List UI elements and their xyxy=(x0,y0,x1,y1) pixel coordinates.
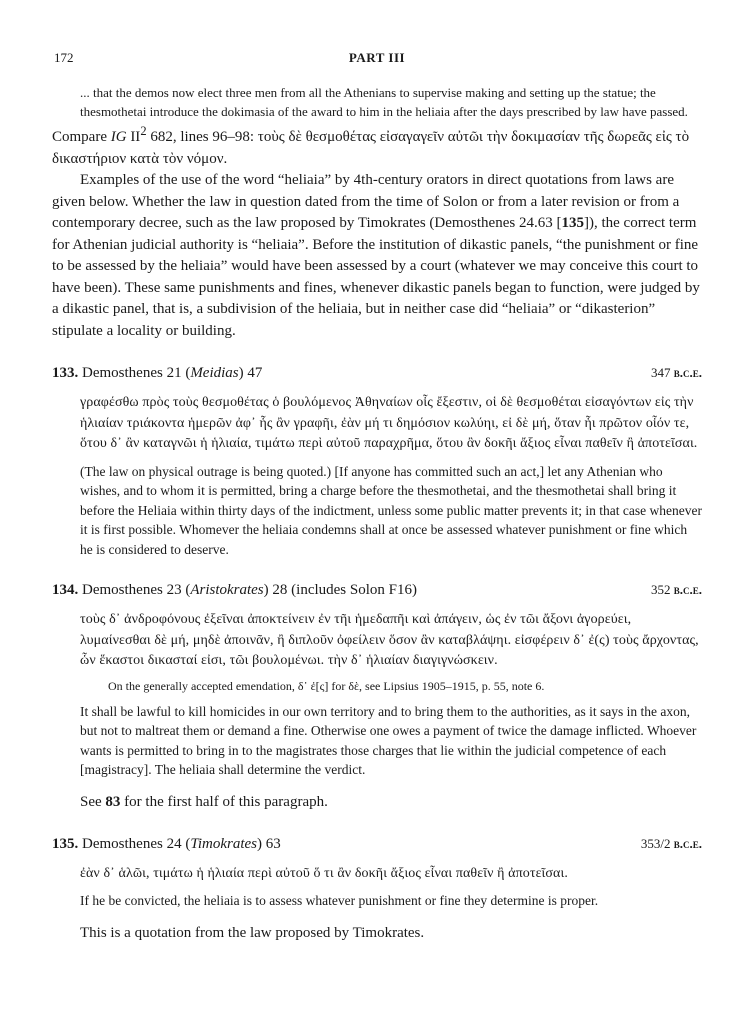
entry-era: b.c.e. xyxy=(673,582,702,597)
entry-source: Demosthenes 21 ( xyxy=(82,365,191,381)
entry-work: Meidias xyxy=(190,365,239,381)
entry-133 xyxy=(52,362,702,559)
entry-date xyxy=(651,362,702,384)
entry-number: 133. xyxy=(52,365,79,381)
entry-date-value: 353/2 xyxy=(640,835,671,851)
entry-heading xyxy=(52,579,702,601)
compare-superscript: 2 xyxy=(140,124,147,138)
compare-prefix: Compare xyxy=(52,129,111,145)
intro-quote-translation: ... that the demos now elect three men from all the Athenians to supervise making and setting up the statue; the thesmothetai introduce the dokimasia of the award to him in the heliaia after the days prescribed by law have passed. xyxy=(80,85,688,119)
entry-title xyxy=(52,579,417,601)
entry-source: Demosthenes 24 ( xyxy=(82,835,191,852)
entry-source: Demosthenes 23 ( xyxy=(82,582,191,598)
compare-ii: II xyxy=(126,129,141,145)
entry-source-after: ) 47 xyxy=(238,365,263,381)
compare-greek: 682, lines 96–98: τοὺς δὲ θεσμοθέτας εἰσαγαγεῖν αὐτῶι τὴν δοκιμασίαν τῆς δωρεᾶς εἰς τὸ δικαστήριον κατὰ τὸν νόμον. xyxy=(52,129,690,167)
comment: This is a quotation from the law proposed by Timokrates. xyxy=(80,924,425,941)
entry-source-after: ) 63 xyxy=(257,835,281,852)
entry-source-after: ) 28 (includes Solon F16) xyxy=(263,582,417,598)
translation: (The law on physical outrage is being quoted.) [If anyone has committed such an act,] let any Athenian who wishes, and to whom it is permitted, bring a charge before the thesmothetai, and the thesmothetai shall bring it before the Heliaia within thirty days of the indictment, unless some public matter prevents it; in that case whenever it is first possible. Whomever the heliaia condemns shall at once be assessed whatever punishment or fine which he is considered to deserve. xyxy=(80,463,702,557)
entry-date xyxy=(641,833,702,855)
examples-text-1: Examples of the use of the word “heliaia” by 4th-century orators in direct quotations from laws are given below. Whether the law in question dated from the time of Solon or from a later revision or from a contemporary decree, such as the law proposed by Timokrates (Demosthenes 24.63 [ xyxy=(52,172,680,231)
entry-work: Timokrates xyxy=(190,835,257,852)
page-number: 172 xyxy=(54,50,74,65)
translation: If he be convicted, the heliaia is to assess whatever punishment or fine they determine is proper. xyxy=(80,893,599,908)
entry-heading xyxy=(52,833,702,855)
entry-date-value: 347 xyxy=(650,365,671,380)
entry-work: Aristokrates xyxy=(190,582,264,598)
greek-text: ἐὰν δ᾽ ἁλῶι, τιμάτω ἡ ἡλιαία περὶ αὐτοῦ ὅ τι ἂν δοκῆι ἄξιος εἶναι παθεῖν ἢ ἀποτεῖσαι. xyxy=(80,865,568,881)
examples-ref: 135 xyxy=(561,215,584,231)
entry-number: 134. xyxy=(52,582,79,598)
part-title: PART III xyxy=(348,50,406,65)
entry-era: b.c.e. xyxy=(673,835,702,851)
entry-title xyxy=(52,833,281,855)
compare-paragraph xyxy=(52,121,702,170)
emendation-note: On the generally accepted emendation, δ᾽ ἐ[ς] for δὲ, see Lipsius 1905–1915, p. 55, note 6. xyxy=(108,678,545,693)
running-head xyxy=(52,50,702,70)
entry-date-value: 352 xyxy=(650,582,671,597)
examples-paragraph xyxy=(52,170,702,342)
greek-text: τοὺς δ᾽ ἀνδροφόνους ἐξεῖναι ἀποκτείνειν ἐν τῆι ἡμεδαπῆι καὶ ἀπάγειν, ὡς ἐν τῶι ἄξονι ἀγορεύει, λυμαίνεσθαι δὲ μή, μηδὲ ἀποινᾶν, ἢ διπλοῦν ὀφείλειν ὅσον ἂν καταβλάψηι. εἰσφέρειν δ᾽ ἐ(ς) τοὺς ἄρχοντας, ὧν ἕκαστοι δικασταί εἰσι, τῶι βουλομένωι. τὴν δ᾽ ἡλιαίαν διαγιγνώσκειν. xyxy=(80,612,699,668)
entry-date xyxy=(651,579,702,601)
see-suffix: for the first half of this paragraph. xyxy=(120,793,328,810)
entry-heading xyxy=(52,362,702,384)
see-ref: 83 xyxy=(105,793,121,810)
entry-134 xyxy=(52,579,702,813)
greek-text: γραφέσθω πρὸς τοὺς θεσμοθέτας ὁ βουλόμενος Ἀθηναίων οἷς ἔξεστιν, οἱ δὲ θεσμοθέται εἰσαγόντων εἰς τὴν ἡλιαίαν τριάκοντα ἡμερῶν ἀφ᾽ ἧς ἂν γραφῆι, ἐὰν μή τι δημόσιον κωλύηι, εἰ δὲ μή, ὅταν ἦι πρῶτον οἷόν τε, ὅτου δ᾽ ἂν καταγνῶι ἡ ἡλιαία, τιμάτω περὶ αὐτοῦ παραχρῆμα, ὅτου ἂν δοκῆι ἄξιος εἶναι παθεῖν ἢ ἀποτεῖσαι. xyxy=(80,395,698,451)
entry-era: b.c.e. xyxy=(673,365,702,380)
see-also xyxy=(80,792,702,813)
examples-text-2: ]), the correct term for Athenian judicial authority is “heliaia”. Before the institution of dikastic panels, “the punishment or fine to be assessed by the heliaia” would have been assessed by a court (whatever we may conceive this court to have been). These same punishments and fines, whenever dikastic panels began to function, were judged by a dikastic panel, that is, a subdivision of the heliaia, but in neither case did “heliaia” or “dikasterion” stipulate a locality or building. xyxy=(52,215,700,339)
compare-ig: IG xyxy=(110,129,127,145)
see-prefix: See xyxy=(80,793,106,810)
entry-135 xyxy=(52,833,702,944)
page xyxy=(52,50,702,944)
entry-number: 135. xyxy=(52,835,79,852)
entry-title xyxy=(52,362,262,384)
translation: It shall be lawful to kill homicides in our own territory and to bring them to the authorities, as it says in the axon, but not to maltreat them or demand a fine. Otherwise one owes a payment of twice the damage inflicted. Whoever wants is permitted to bring in to the magistrates those charges that lie within the judicial competence of each [magistracy]. The heliaia shall determine the verdict. xyxy=(80,703,697,777)
